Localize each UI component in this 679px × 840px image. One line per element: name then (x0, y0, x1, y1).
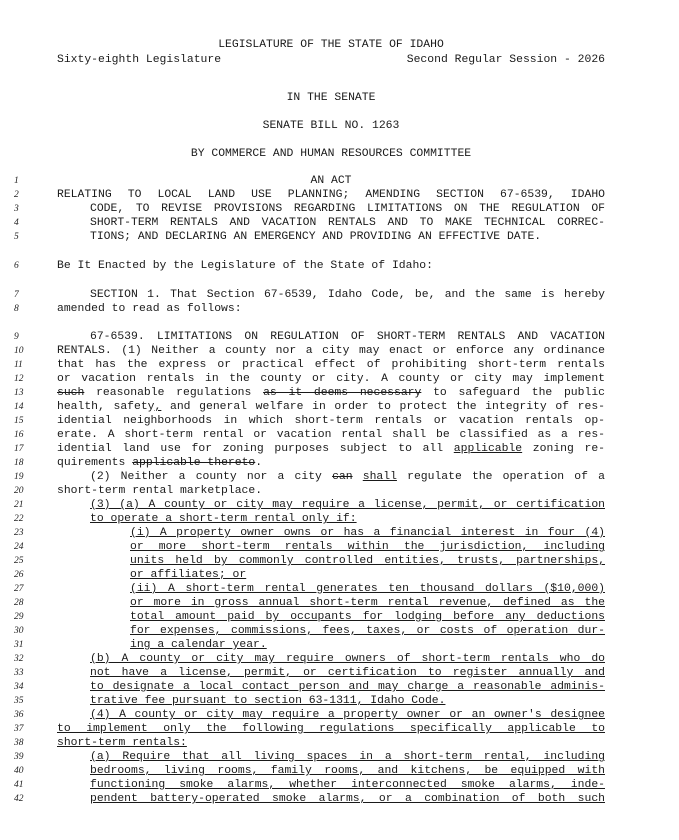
line-text: erate. A short-term rental or vacation rental shall be classified as a res- (57, 429, 605, 441)
bill-line (90, 288, 605, 302)
line-number: 42 (14, 794, 24, 804)
bill-line (90, 498, 605, 512)
bill-line (130, 596, 605, 610)
line-text: zoning re- (522, 443, 605, 455)
line-number: 21 (14, 500, 24, 510)
line-number: 15 (14, 416, 24, 426)
inserted-text: to operate a short-term rental only if: (90, 513, 357, 525)
line-text: that has the express or practical effect of prohibiting short-term rentals (57, 359, 605, 371)
line-number: 28 (14, 598, 24, 608)
line-text: health, safety (57, 401, 155, 413)
line-number: 27 (14, 584, 24, 594)
inserted-text: ing a calendar year. (130, 639, 267, 651)
bill-line (90, 694, 605, 708)
line-number: 25 (14, 556, 24, 566)
bill-line (130, 540, 605, 554)
line-number: 37 (14, 724, 24, 734)
bill-line (57, 456, 605, 470)
line-number: 3 (14, 204, 19, 214)
line-text: idential neighborhoods in which short-term rentals or vacation rentals op- (57, 415, 605, 427)
inserted-text: (b) A county or city may require owners of short-term rentals who do (90, 653, 605, 665)
line-number: 26 (14, 570, 24, 580)
line-text: idential land use for zoning purposes subject to all (57, 443, 454, 455)
bill-line (90, 512, 605, 526)
bill-line (57, 259, 605, 273)
bill-line (57, 358, 605, 372)
inserted-text: not have a license, permit, or certification to register annually and (90, 667, 605, 679)
inserted-text: (i) A property owner owns or has a financial interest in four (4) (130, 527, 605, 539)
inserted-text: for expenses, commissions, fees, taxes, or costs of operation dur- (130, 625, 605, 637)
line-number: 8 (14, 304, 19, 314)
line-text: AN ACT (310, 175, 352, 187)
bill-line (130, 526, 605, 540)
bill-line (130, 610, 605, 624)
line-number: 11 (14, 360, 23, 370)
bill-line (57, 386, 605, 400)
line-number: 9 (14, 332, 19, 342)
inserted-text: (3) (a) A county or city may require a license, permit, or certification (90, 499, 605, 511)
bill-line (90, 230, 605, 244)
line-number: 23 (14, 528, 24, 538)
bill-line (130, 638, 605, 652)
inserted-text: (a) Require that all living spaces in a short-term rental, including (90, 751, 605, 763)
bill-line (130, 582, 605, 596)
line-text: short-term rental marketplace. (57, 485, 263, 497)
line-number: 39 (14, 752, 24, 762)
inserted-text: pendent battery-operated smoke alarms, or a combination of both such (90, 793, 605, 805)
deleted-text: such (57, 387, 85, 399)
bill-line (90, 666, 605, 680)
line-number: 13 (14, 388, 24, 398)
line-number: 33 (14, 668, 24, 678)
line-number: 16 (14, 430, 24, 440)
line-text: quirements (57, 457, 133, 469)
line-text: (2) Neither a county nor a city (90, 471, 333, 483)
bill-line (57, 400, 605, 414)
line-number: 41 (14, 780, 24, 790)
line-number: 22 (14, 514, 24, 524)
line-number: 18 (14, 458, 24, 468)
line-number: 10 (14, 346, 24, 356)
line-number: 7 (14, 290, 19, 300)
deleted-text: as it deems necessary (263, 387, 422, 399)
inserted-text: (ii) A short-term rental generates ten thousand dollars ($10,000) (130, 583, 605, 595)
line-text: Be It Enacted by the Legislature of the State of Idaho: (57, 260, 433, 272)
line-number: 40 (14, 766, 24, 776)
bill-line (57, 736, 605, 750)
bill-line (57, 372, 605, 386)
bill-line (57, 302, 605, 316)
line-text: CODE, TO REVISE PROVISIONS REGARDING LIMITATIONS ON THE REGULATION OF (90, 203, 605, 215)
line-text: SECTION 1. That Section 67-6539, Idaho Code, be, and the same is hereby (90, 289, 605, 301)
line-text: regulate the operation of a (396, 471, 605, 483)
committee: BY COMMERCE AND HUMAN RESOURCES COMMITTEE (190, 148, 472, 160)
line-number: 17 (14, 444, 24, 454)
line-number: 32 (14, 654, 24, 664)
inserted-text: or more short-term rentals within the jurisdiction, including (130, 541, 605, 553)
inserted-text: or more in gross annual short-term rental revenue, defined as the (130, 597, 605, 609)
inserted-text: , (154, 401, 162, 413)
bill-line (90, 330, 605, 344)
bill-line (57, 428, 605, 442)
bill-line (130, 568, 605, 582)
inserted-text: to implement only the following regulations specifically applicable to (57, 723, 605, 735)
line-number: 6 (14, 261, 19, 271)
bill-line (90, 680, 605, 694)
line-number: 34 (14, 682, 24, 692)
line-text: SHORT-TERM RENTALS AND VACATION RENTALS AND TO MAKE TECHNICAL CORREC- (90, 217, 605, 229)
bill-line (130, 624, 605, 638)
line-text: . (255, 457, 263, 469)
line-text (353, 471, 363, 483)
chamber: IN THE SENATE (286, 92, 376, 104)
inserted-text: to designate a local contact person and may charge a reasonable adminis- (90, 681, 605, 693)
bill-line (90, 792, 605, 806)
line-number: 19 (14, 472, 24, 482)
line-number: 2 (14, 190, 19, 200)
inserted-text: applicable (453, 443, 523, 455)
inserted-text: or affiliates; or (130, 569, 247, 581)
line-text: 67-6539. LIMITATIONS ON REGULATION OF SHORT-TERM RENTALS AND VACATION (90, 331, 605, 343)
line-number: 30 (14, 626, 24, 636)
line-number: 14 (14, 402, 24, 412)
bill-line (90, 778, 605, 792)
bill-line (57, 174, 605, 188)
inserted-text: functioning smoke alarms, whether interconnected smoke alarms, inde- (90, 779, 605, 791)
bill-line (57, 344, 605, 358)
bill-line (90, 708, 605, 722)
bill-line (90, 216, 605, 230)
bill-line (130, 554, 605, 568)
line-number: 20 (14, 486, 24, 496)
legislature-title: LEGISLATURE OF THE STATE OF IDAHO (218, 39, 444, 51)
inserted-text: bedrooms, living rooms, family rooms, and kitchens, be equipped with (90, 765, 605, 777)
bill-line (57, 484, 605, 498)
line-text: or vacation rentals in the county or city. A county or city may implement (57, 373, 605, 385)
line-text: TIONS; AND DECLARING AN EMERGENCY AND PROVIDING AN EFFECTIVE DATE. (90, 231, 542, 243)
inserted-text: units held by commonly controlled entities, trusts, partnerships, (130, 555, 605, 567)
line-number: 24 (14, 542, 24, 552)
bill-number: SENATE BILL NO. 1263 (262, 120, 400, 132)
legislature-number: Sixty-eighth Legislature (57, 54, 222, 66)
inserted-text: (4) A county or city may require a property owner or an owner's designee (90, 709, 605, 721)
line-text: RELATING TO LOCAL LAND USE PLANNING; AMENDING SECTION 67-6539, IDAHO (57, 189, 605, 201)
bill-line (90, 764, 605, 778)
session-row (57, 53, 605, 67)
bill-line (57, 188, 605, 202)
line-text: amended to read as follows: (57, 303, 242, 315)
line-number: 29 (14, 612, 24, 622)
line-number: 31 (14, 640, 24, 650)
bill-line (90, 470, 605, 484)
line-number: 4 (14, 218, 19, 228)
line-number: 5 (14, 232, 19, 242)
line-text: to safeguard the public (421, 387, 605, 399)
inserted-text: shall (362, 471, 397, 483)
line-text: and general welfare in order to protect the integrity of res- (161, 401, 605, 413)
inserted-text: trative fee pursuant to section 63-1311, Idaho Code. (90, 695, 446, 707)
deleted-text: can (332, 471, 353, 483)
line-number: 38 (14, 738, 24, 748)
bill-line (90, 202, 605, 216)
line-number: 12 (14, 374, 24, 384)
bill-line (57, 414, 605, 428)
bill-line (90, 652, 605, 666)
session-name: Second Regular Session - 2026 (406, 54, 605, 66)
line-text: RENTALS. (1) Neither a county nor a city may enact or enforce any ordinance (57, 345, 605, 357)
inserted-text: short-term rentals: (57, 737, 187, 749)
inserted-text: total amount paid by occupants for lodging before any deductions (130, 611, 605, 623)
line-text: reasonable regulations (84, 387, 264, 399)
bill-line (57, 722, 605, 736)
bill-line (90, 750, 605, 764)
bill-line (57, 442, 605, 456)
line-number: 35 (14, 696, 24, 706)
line-number: 36 (14, 710, 24, 720)
line-number: 1 (14, 176, 19, 186)
deleted-text: applicable thereto (132, 457, 256, 469)
